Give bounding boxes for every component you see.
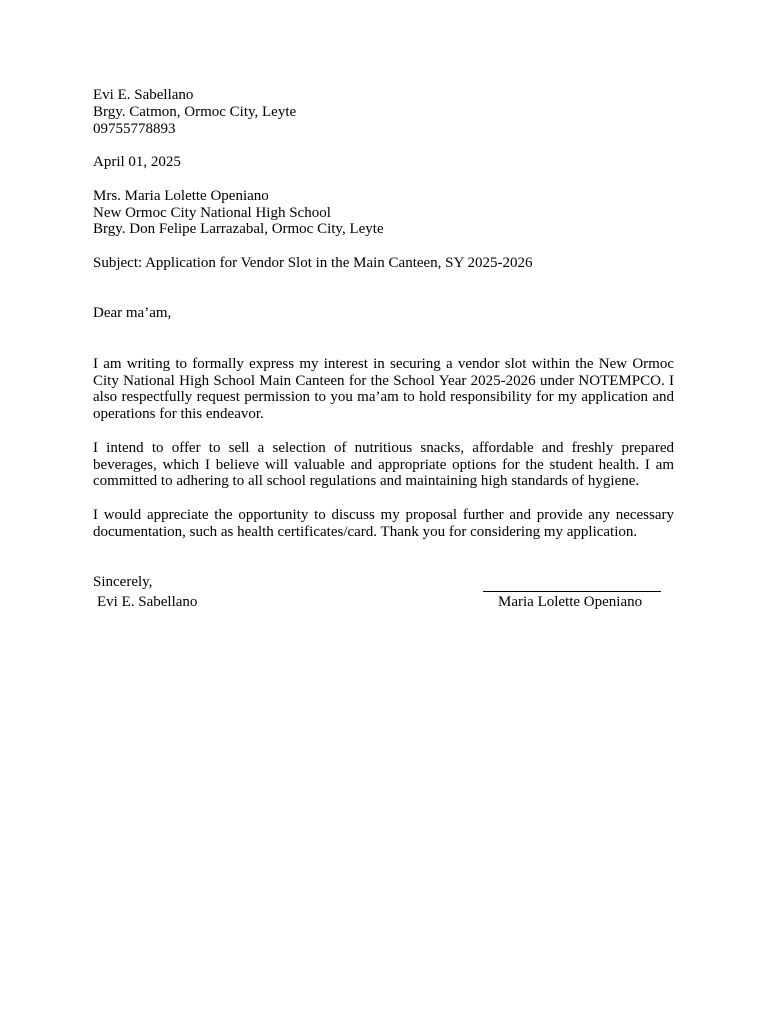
recipient-school: New Ormoc City National High School	[93, 204, 331, 221]
sender-name: Evi E. Sabellano	[93, 87, 194, 103]
sender-phone: 09755778893	[93, 120, 176, 137]
recipient-address: Brgy. Don Felipe Larrazabal, Ormoc City, Leyte	[93, 221, 384, 238]
letter-document	[93, 87, 674, 631]
salutation-block	[93, 305, 674, 322]
subject-line: Subject: Application for Vendor Slot in the Main Canteen, SY 2025-2026	[93, 254, 533, 271]
body-paragraph-3: I would appreciate the opportunity to discuss my proposal further and provide any necessary documentation, such as health certificates/card. Thank you for considering my application.	[93, 506, 674, 540]
salutation: Dear ma’am,	[93, 305, 172, 322]
recipient-signature-name: Maria Lolette Openiano	[498, 593, 643, 610]
recipient-block	[93, 188, 674, 238]
letter-date: April 01, 2025	[93, 154, 181, 171]
recipient-name: Mrs. Maria Lolette Openiano	[93, 187, 269, 204]
body-paragraph-1: I am writing to formally express my interest in securing a vendor slot within the New Ormoc City National High School Main Canteen for the School Year 2025-2026 under NOTEMPCO. I also respectfully request permission to you ma’am to hold responsibility for my application and operations for this endeavor.	[93, 355, 674, 423]
signature-row	[93, 591, 674, 631]
closing: Sincerely,	[93, 574, 153, 591]
closing-block	[93, 574, 674, 591]
sender-signature-name: Evi E. Sabellano	[97, 593, 198, 610]
subject-block	[93, 255, 674, 272]
sender-block	[93, 87, 674, 137]
body-paragraph-2: I intend to offer to sell a selection of nutritious snacks, affordable and freshly prepared beverages, which I believe will valuable and appropriate options for the student health. I am committed to adhering to all school regulations and maintaining high standards of hygiene.	[93, 439, 674, 490]
signature-line	[483, 591, 661, 592]
sender-address: Brgy. Catmon, Ormoc City, Leyte	[93, 103, 297, 120]
date-block	[93, 154, 674, 171]
